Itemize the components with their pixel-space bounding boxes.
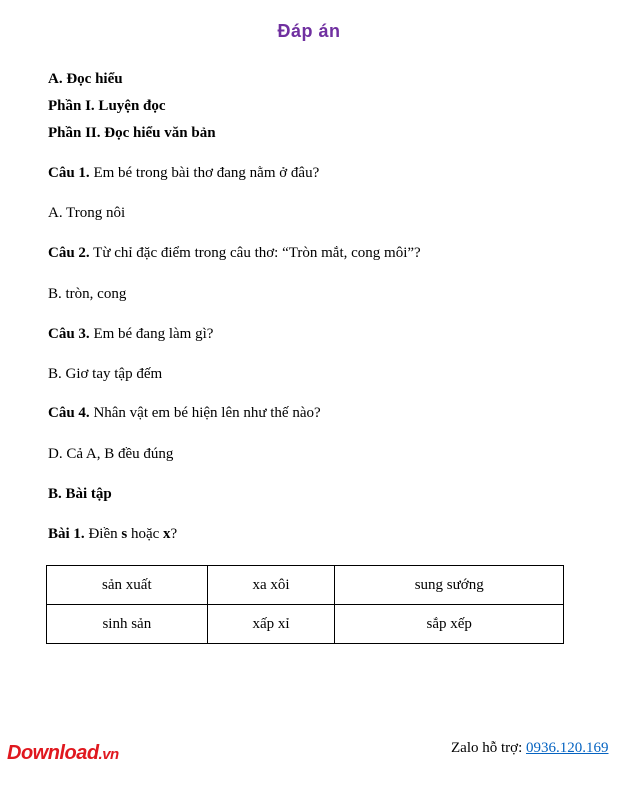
- exercise-1-text-before: Điền: [84, 526, 122, 542]
- answer-3: B. Giơ tay tập đếm: [48, 366, 163, 382]
- zalo-phone-link[interactable]: 0936.120.169: [526, 740, 609, 756]
- answer-4: D. Cả A, B đều đúng: [48, 446, 174, 462]
- exercise-1: [48, 525, 177, 543]
- section-b-heading: B. Bài tập: [48, 486, 112, 502]
- question-2-text: Từ chỉ đặc điểm trong câu thơ: “Tròn mắt, cong môi”?: [89, 245, 421, 261]
- zalo-support-label: Zalo hỗ trợ:: [451, 740, 526, 756]
- question-3-text: Em bé đang làm gì?: [89, 326, 214, 342]
- exercise-1-label: Bài 1.: [48, 526, 85, 542]
- question-1: [48, 164, 319, 182]
- table-cell: sinh sản: [47, 605, 208, 644]
- part-1-heading: Phần I. Luyện đọc: [48, 98, 166, 114]
- section-a-heading: A. Đọc hiểu: [48, 71, 123, 87]
- question-2-label: Câu 2.: [48, 245, 90, 261]
- question-3: [48, 325, 213, 343]
- exercise-1-letter-s: s: [121, 526, 128, 542]
- part-2-heading: Phần II. Đọc hiểu văn bản: [48, 125, 216, 141]
- page-title: Đáp án: [277, 21, 341, 41]
- answer-2: B. tròn, cong: [48, 286, 127, 302]
- table-cell: sắp xếp: [335, 605, 564, 644]
- question-2: [48, 244, 421, 262]
- exercise-1-letter-x: x: [163, 526, 171, 542]
- question-3-label: Câu 3.: [48, 326, 90, 342]
- exercise-1-text-after: ?: [170, 526, 178, 542]
- question-1-label: Câu 1.: [48, 165, 90, 181]
- question-4-label: Câu 4.: [48, 405, 90, 421]
- logo-main-text: Download: [7, 742, 99, 764]
- exercise-1-text-mid: hoặc: [127, 526, 164, 542]
- question-4: [48, 404, 321, 422]
- download-logo[interactable]: [7, 742, 119, 765]
- table-cell: sung sướng: [335, 566, 564, 605]
- question-1-text: Em bé trong bài thơ đang nằm ở đâu?: [89, 165, 320, 181]
- table-cell: xa xôi: [207, 566, 335, 605]
- answer-1: A. Trong nôi: [48, 205, 126, 221]
- logo-suffix-text: .vn: [98, 746, 119, 763]
- table-cell: xấp xỉ: [207, 605, 335, 644]
- question-4-text: Nhân vật em bé hiện lên như thế nào?: [89, 405, 321, 421]
- zalo-support: [451, 740, 609, 757]
- table-cell: sản xuất: [47, 566, 208, 605]
- table-row: [47, 605, 564, 644]
- answer-table: [46, 565, 564, 644]
- table-row: [47, 566, 564, 605]
